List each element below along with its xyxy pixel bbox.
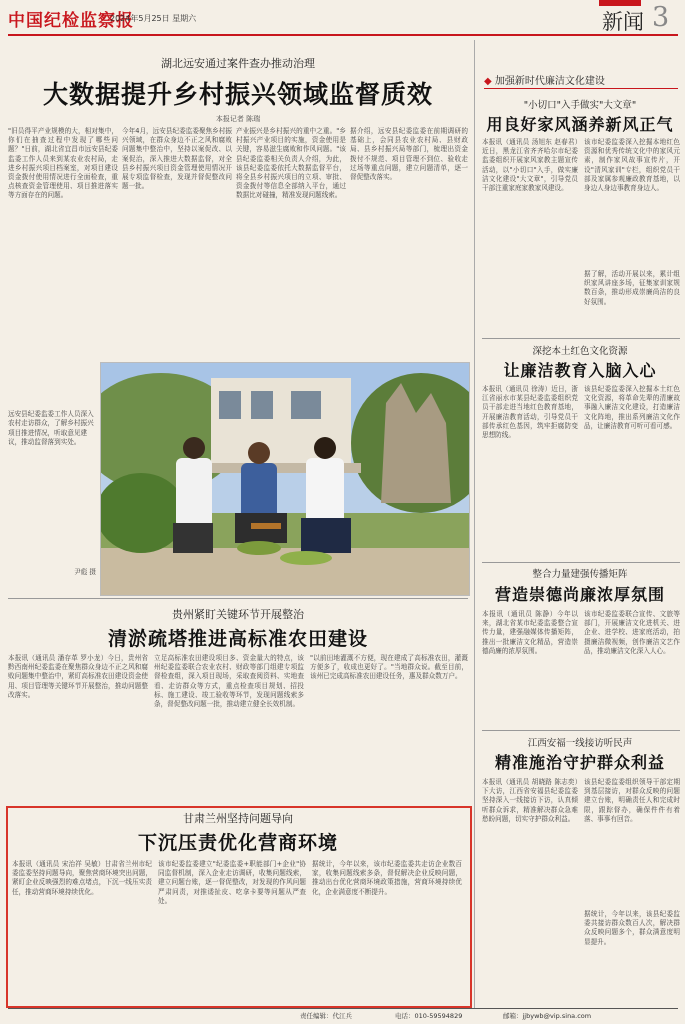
farmland-headline: 清淤疏塔推进高标准农田建设 — [107, 628, 368, 650]
sidebar-column-title: 加强新时代廉洁文化建设 — [494, 76, 605, 87]
footer-editor: 责任编辑：代江兵 — [300, 1012, 352, 1020]
story2-paragraph-2: 该县纪委监委深入挖掘本土红色文化资源，将革命先辈的清廉故事融入廉洁文化建设，打造廉洁文化阵地，推出系列廉洁文化作品，让廉洁教育可听可看可感。 — [584, 385, 680, 430]
story3-headline: 营造崇德尚廉浓厚氛围 — [494, 585, 665, 604]
farmland-paragraph-2: 立足高标准农田建设项目多、资金量大的特点，该州纪委监委联合农业农村、财政等部门组建专项监督检查组，深入项目现场，采取查阅资料、实地查看、走访群众等方式，重点检查项目规划、招投标、施工建设、竣工验收等环节，发现问题线索多条，督促整改问题一批，推动建立健全长效机制。 — [154, 654, 304, 709]
lanzhou-kicker: 甘肃兰州坚持问题导向 — [183, 812, 293, 825]
story3-paragraph-2: 该市纪委监委联合宣传、文旅等部门，开展廉洁文化进机关、进企业、进学校、进家庭活动，拍摄廉洁微视频，创作廉洁文艺作品，推动廉洁文化深入人心。 — [584, 610, 680, 655]
lead-paragraph-4: 据介绍，远安县纪委监委在前期调研的基础上，会同县农业农村局、县财政局、县乡村振兴局等部门，梳理出资金拨付不规范、项目管理不到位、验收走过场等重点问题，建立问题清单，逐一督促整改落实。 — [350, 127, 468, 182]
lead-kicker: 湖北远安通过案件查办推动治理 — [161, 57, 315, 70]
story4-paragraph-1: 本报讯（通讯员 胡晓路 陈志奕）下大访，江西省安福县纪委监委坚持深入一线接访下访，认真倾听群众诉求，精准解决群众急难愁盼问题，切实守护群众利益。 — [482, 778, 578, 823]
story4-headline: 精准施治守护群众利益 — [494, 753, 665, 772]
story4-kicker: 江西安福一线接访听民声 — [527, 738, 633, 749]
divider-story2 — [482, 562, 680, 563]
story3-paragraph-1: 本报讯（通讯员 陈静）今年以来，湖北省某市纪委监委整合宣传力量，建强融媒体传播矩阵，推出一批廉洁文化精品，营造崇德尚廉的浓厚氛围。 — [482, 610, 578, 655]
issue-date: 2024年5月25日 星期六 — [110, 14, 197, 23]
lead-byline: 本报记者 陈瑞 — [215, 115, 261, 123]
farmland-paragraph-3: "以前田地灌溉不方便，现在建成了高标准农田，灌溉方便多了，收成也更好了。"当地群众说。截至目前，该州已完成高标准农田建设任务，惠及群众数万户。 — [310, 654, 468, 681]
divider-story1 — [482, 338, 680, 339]
newspaper-title: 中国纪检监察报 — [8, 11, 134, 31]
story1-paragraph-1: 本报讯（通讯员 汤旭东 赵春君）近日，黑龙江省齐齐哈尔市纪委监委组织开展家风家教主题宣传活动，以"小切口"入手，做实廉洁文化建设"大文章"，引导党员干部注重家庭家教家风建设。 — [482, 138, 578, 193]
section-name: 新闻 — [602, 10, 644, 34]
farmland-paragraph-1: 本报讯（通讯员 潘存革 罗小龙）今日，贵州省黔西南州纪委监委在聚焦群众身边不正之风和腐败问题集中整治中，紧盯高标准农田建设资金使用、项目管理等关键环节开展整治，推动问题整改落实。 — [8, 654, 148, 699]
story2-paragraph-1: 本报讯（通讯员 徐涛）近日，浙江省丽水市某县纪委监委组织党员干部走进当地红色教育基地，开展廉洁教育活动，引导党员干部传承红色基因，筑牢拒腐防变思想防线。 — [482, 385, 578, 440]
footer-rule — [8, 1008, 678, 1009]
photo-caption: 远安县纪委监委工作人员深入农村走访群众，了解乡村振兴项目推进情况，听取意见建议，推动监督落到实处。 — [8, 410, 94, 447]
story3-kicker: 整合力量建强传播矩阵 — [532, 569, 628, 580]
divider-story3 — [482, 730, 680, 731]
farmland-kicker: 贵州紧盯关键环节开展整治 — [172, 608, 304, 621]
lanzhou-paragraph-1: 本报讯（通讯员 宋治祥 吴敏）甘肃省兰州市纪委监委坚持问题导向，聚焦营商环境突出问题，紧盯企业反映强烈的难点堵点，下沉一线压实责任，推动营商环境持续优化。 — [12, 860, 152, 896]
lanzhou-paragraph-2: 该市纪委监委建立"纪委监委+职能部门+企业"协同监督机制，深入企业走访调研，收集问题线索，建立问题台账，逐一督促整改，对发现的作风问题严肃问责，对推诿扯皮、吃拿卡要等问题从严查处。 — [158, 860, 306, 905]
lead-headline: 大数据提升乡村振兴领域监督质效 — [42, 80, 433, 109]
story2-headline: 让廉洁教育入脑入心 — [503, 361, 657, 380]
lanzhou-headline: 下沉压责优化营商环境 — [137, 832, 338, 854]
lanzhou-paragraph-3: 据统计，今年以来，该市纪委监委共走访企业数百家，收集问题线索多条，督促解决企业反映问题，推动出台优化营商环境政策措施，营商环境持续优化，企业满意度不断提升。 — [312, 860, 462, 896]
column-marker-icon: ◆ — [484, 76, 492, 87]
story1-kicker: "小切口"入手做实"大文章" — [523, 100, 637, 111]
divider-lead — [8, 598, 468, 599]
lead-photo — [100, 362, 470, 596]
story1-paragraph-3: 据了解，活动开展以来，累计组织家风讲座多场，征集家训家规数百条，推动形成崇廉尚洁的良好氛围。 — [584, 270, 680, 306]
sidebar-column-tag — [484, 72, 680, 87]
footer-phone: 电话：010-59594829 — [395, 1012, 463, 1020]
column-divider — [474, 40, 475, 1008]
masthead-rule — [8, 34, 678, 36]
story1-headline: 用良好家风涵养新风正气 — [486, 115, 674, 134]
lead-paragraph-2: 今年4月，远安县纪委监委聚焦乡村振兴领域，在群众身边不正之风和腐败问题集中整治中，坚持以案促改、以案促治，深入推进大数据监督，对全县乡村振兴项目资金管理使用情况开展专项监督检查，发现并督促整改问题一批。 — [122, 127, 232, 191]
page-number: 3 — [652, 2, 670, 33]
story4-paragraph-3: 据统计，今年以来，该县纪委监委共接访群众数百人次，解决群众反映问题多个，群众满意度明显提升。 — [584, 910, 680, 946]
story4-paragraph-2: 该县纪委监委组织领导干部定期到基层接访，对群众反映的问题建立台账，明确责任人和完成时限，跟踪督办，确保件件有着落、事事有回音。 — [584, 778, 680, 823]
lead-paragraph-3: 产业振兴是乡村振兴的重中之重。"乡村振兴产业项目的实施，资金使用是关键，容易滋生腐败和作风问题。"该县纪委监委相关负责人介绍，为此，该县纪委监委依托大数据监督平台，将全县乡村振兴项目的立项、审批、资金拨付等信息全部纳入平台，通过数据比对碰撞，精准发现问题线索。 — [236, 127, 346, 200]
footer-email: 邮箱：jjbywb@vip.sina.com — [503, 1012, 592, 1020]
lead-paragraph-1: "旧员得平产业规模的大，相对集中，你们在抽查过程中发现了哪些问题？"日前，湖北省宜昌市远安县纪委监委工作人员来到某农业农村局，走进乡村振兴项目档案室，对项目建设资金拨付使用情况进行全面检查，重点核查资金管理使用、项目推进落实等方面存在的问题。 — [8, 127, 118, 200]
story1-paragraph-2: 该市纪委监委深入挖掘本地红色资源和优秀传统文化中的家风元素，制作家风故事宣传片，开设"清风家训"专栏，组织党员干部及家属参观廉政教育基地，以身边人身边事教育身边人。 — [584, 138, 680, 193]
story2-kicker: 深挖本土红色文化资源 — [532, 346, 628, 357]
photo-credit: 尹彪 摄 — [74, 568, 96, 576]
sidebar-column-rule — [484, 88, 678, 89]
